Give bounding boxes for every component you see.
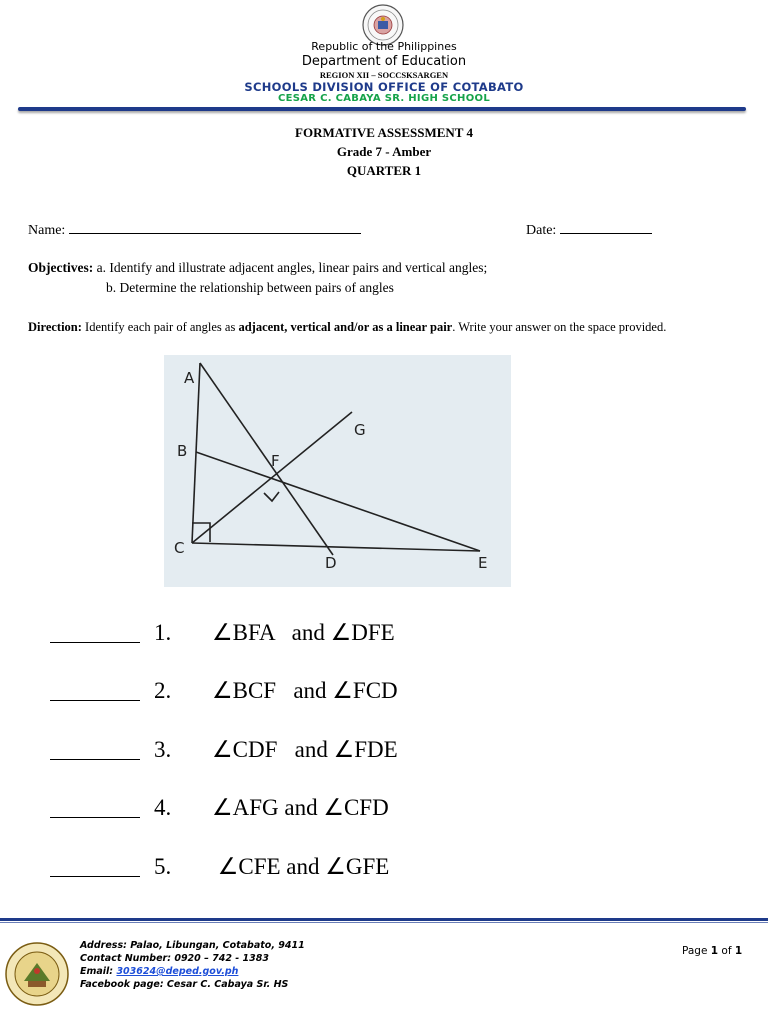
page-number: 1 xyxy=(710,945,719,957)
footer-address: Address: Palao, Libungan, Cotabato, 9411 xyxy=(80,940,305,951)
point-label-a: A xyxy=(184,369,195,387)
footer-divider-thin xyxy=(0,922,768,923)
direction-text-after: . Write your answer on the space provided. xyxy=(452,320,667,334)
question-number: 5. xyxy=(154,854,172,879)
question-number: 2. xyxy=(154,678,172,703)
republic-text: Republic of the Philippines xyxy=(311,40,457,53)
answer-blank[interactable] xyxy=(50,737,140,760)
footer-divider xyxy=(0,918,768,921)
direction-text-before: Identify each pair of angles as xyxy=(85,320,236,334)
school-logo-icon xyxy=(4,941,70,1007)
question-number: 1. xyxy=(154,620,172,645)
email-link[interactable]: 303624@deped.gov.ph xyxy=(116,966,239,977)
point-label-g: G xyxy=(354,421,366,439)
page-total: 1 xyxy=(734,945,743,957)
school-name: CESAR C. CABAYA SR. HIGH SCHOOL xyxy=(278,93,490,104)
objective-a xyxy=(28,260,487,276)
answer-blank[interactable] xyxy=(50,620,140,643)
name-label: Name: xyxy=(28,223,66,238)
direction-label: Direction: xyxy=(28,320,82,334)
figure-background xyxy=(164,355,511,587)
question-item xyxy=(50,737,650,767)
question-item xyxy=(50,678,650,708)
angle-figure xyxy=(164,355,511,587)
point-label-e: E xyxy=(478,554,488,572)
assessment-title: FORMATIVE ASSESSMENT 4 xyxy=(295,125,473,140)
division-text: SCHOOLS DIVISION OFFICE OF COTABATO xyxy=(244,80,524,94)
question-number: 3. xyxy=(154,737,172,762)
question-item xyxy=(50,854,650,884)
footer-contact: Contact Number: 0920 – 742 - 1383 xyxy=(80,953,269,964)
region-text: REGION XII – SOCCSKSARGEN xyxy=(319,70,449,80)
direction-paragraph xyxy=(28,318,740,336)
name-field xyxy=(28,221,361,239)
point-label-f: F xyxy=(271,452,280,470)
angle-pair: ∠CDF and ∠FDE xyxy=(212,737,398,762)
page-indicator xyxy=(682,945,742,957)
angle-pair: ∠BCF and ∠FCD xyxy=(212,678,398,703)
name-blank[interactable] xyxy=(69,221,361,234)
page-word: Page xyxy=(682,945,708,957)
date-field xyxy=(526,221,652,239)
point-label-b: B xyxy=(177,442,188,460)
question-number: 4. xyxy=(154,795,172,820)
footer-email-label: Email: xyxy=(80,966,114,977)
question-item xyxy=(50,620,650,650)
angle-pair: ∠AFG and ∠CFD xyxy=(212,795,389,820)
page-of: of xyxy=(721,945,732,957)
date-label: Date: xyxy=(526,223,557,238)
question-item xyxy=(50,795,650,825)
objective-a-text: a. Identify and illustrate adjacent angles, linear pairs and vertical angles; xyxy=(96,260,488,275)
angle-pair: ∠BFA and ∠DFE xyxy=(212,620,395,645)
footer-address-block xyxy=(80,939,305,991)
footer-email-line xyxy=(80,965,305,978)
header-divider xyxy=(18,107,746,111)
angle-pair: ∠CFE and ∠GFE xyxy=(212,854,390,879)
answer-blank[interactable] xyxy=(50,854,140,877)
answer-blank[interactable] xyxy=(50,795,140,818)
answer-blank[interactable] xyxy=(50,678,140,701)
grade-title: Grade 7 - Amber xyxy=(336,144,432,159)
footer-facebook: Facebook page: Cesar C. Cabaya Sr. HS xyxy=(80,979,289,990)
department-text: Department of Education xyxy=(301,54,467,69)
quarter-title: QUARTER 1 xyxy=(346,163,422,178)
direction-emphasis: adjacent, vertical and/or as a linear pair xyxy=(238,320,453,334)
date-blank[interactable] xyxy=(560,221,652,234)
objective-b: b. Determine the relationship between pairs of angles xyxy=(106,280,394,295)
point-label-d: D xyxy=(325,554,337,572)
objectives-label: Objectives: xyxy=(28,260,94,275)
point-label-c: C xyxy=(174,539,185,557)
